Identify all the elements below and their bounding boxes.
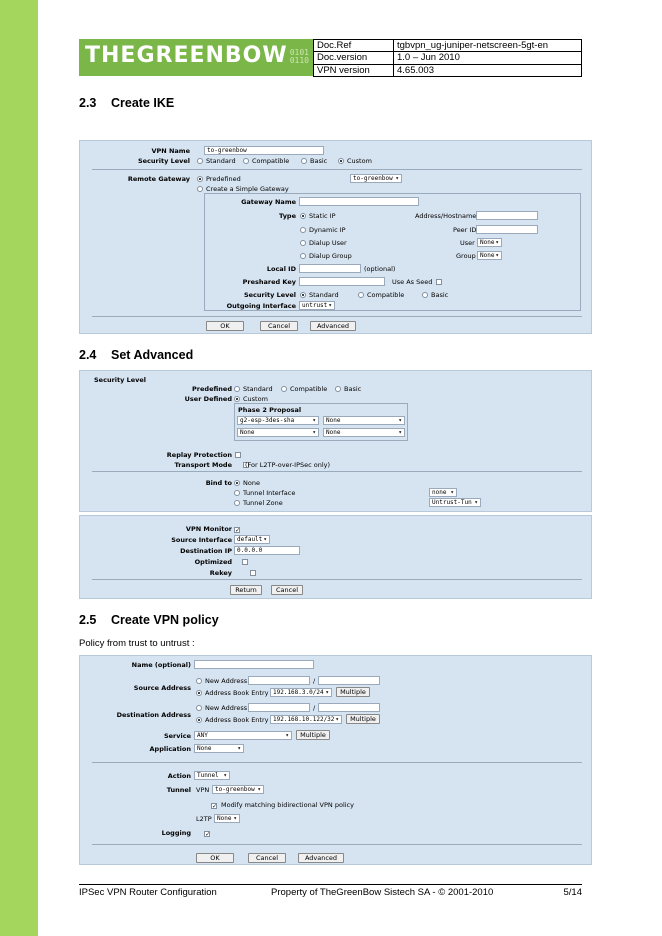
phase2-proposal-4[interactable]: None ▾ [323, 428, 405, 437]
ike-cancel-button[interactable]: Cancel [260, 321, 298, 331]
thegreenbow-logo: THEGREENBOW 0101 0110 [79, 39, 313, 76]
policy-advanced-button[interactable]: Advanced [298, 853, 344, 863]
section-heading-policy: 2.5 Create VPN policy [79, 613, 219, 627]
adv-radio-compatible[interactable]: Compatible [281, 385, 327, 393]
gateway-radio-simple[interactable]: Create a Simple Gateway [197, 185, 289, 193]
source-netmask-input[interactable] [318, 676, 380, 685]
phase2-proposal-1[interactable]: g2-esp-3des-sha ▾ [237, 416, 319, 425]
bind-radio-tunnel-zone[interactable]: Tunnel Zone [234, 499, 283, 507]
destination-ip-input[interactable]: 0.0.0.0 [234, 546, 300, 555]
policy-name-input[interactable] [194, 660, 314, 669]
policy-ok-button[interactable]: OK [196, 853, 234, 863]
source-new-address-input[interactable] [248, 676, 310, 685]
user-select[interactable]: None ▾ [477, 238, 502, 247]
policy-cancel-button[interactable]: Cancel [248, 853, 286, 863]
source-radio-new-address[interactable]: New Address [196, 677, 247, 685]
application-select[interactable]: None ▾ [194, 744, 244, 753]
optimized-checkbox[interactable] [242, 559, 248, 565]
security-radio-compatible[interactable]: Compatible [243, 157, 289, 165]
inner-security-radio-basic[interactable]: Basic [422, 291, 448, 299]
rekey-checkbox[interactable] [250, 570, 256, 576]
use-as-seed-checkbox[interactable] [436, 279, 442, 285]
tunnel-zone-select[interactable]: Untrust-Tun ▾ [429, 498, 481, 507]
left-green-bar [0, 0, 38, 936]
adv-radio-custom[interactable]: Custom [234, 395, 268, 403]
section-heading-advanced: 2.4 Set Advanced [79, 348, 194, 362]
security-radio-basic[interactable]: Basic [301, 157, 327, 165]
ike-ok-button[interactable]: OK [206, 321, 244, 331]
vpn-monitor-panel: VPN Monitor ✓ Source Interface default ▾ Destination IP 0.0.0.0 Optimized Rekey Return Cancel [79, 515, 592, 599]
modify-bidirectional-checkbox[interactable]: ✓ [212, 803, 218, 810]
page-footer [79, 884, 582, 898]
adv-radio-basic[interactable]: Basic [335, 385, 361, 393]
type-radio-dialup-user[interactable]: Dialup User [300, 239, 347, 247]
bind-radio-none[interactable]: None [234, 479, 260, 487]
service-select[interactable]: ANY ▾ [194, 731, 292, 740]
adv-radio-standard[interactable]: Standard [234, 385, 273, 393]
advanced-panel: Security Level Predefined Standard Compatible Basic User Defined Custom Phase 2 Proposal g2-esp-3des-sha ▾ None ▾ None ▾ None ▾ Replay Protection Transport Mode (For L2TP-over-IPSec only) Bind to None Tunnel Interface none ▾ Tunnel Zone Untrust-Tun ▾ [79, 370, 592, 512]
inner-security-radio-standard[interactable]: Standard [300, 291, 339, 299]
section-heading-ike: 2.3 Create IKE [79, 96, 175, 110]
inner-security-radio-compatible[interactable]: Compatible [358, 291, 404, 299]
replay-protection-checkbox[interactable] [235, 452, 241, 458]
outgoing-interface-select[interactable]: untrust ▾ [299, 301, 335, 310]
tunnel-interface-select[interactable]: none ▾ [429, 488, 457, 497]
gateway-radio-predefined[interactable]: Predefined [197, 175, 241, 183]
preshared-key-input[interactable] [299, 277, 385, 286]
phase2-proposal-3[interactable]: None ▾ [237, 428, 319, 437]
dest-radio-address-book[interactable]: Address Book Entry [196, 716, 269, 724]
service-multiple-button[interactable]: Multiple [296, 730, 330, 740]
logging-checkbox[interactable]: ✓ [205, 831, 211, 838]
security-radio-custom[interactable]: Custom [338, 157, 372, 165]
footer-center-text: Property of TheGreenBow Sistech SA - © 2001-2010 [271, 887, 494, 898]
type-radio-dynamic[interactable]: Dynamic IP [300, 226, 346, 234]
doc-meta-table: Doc.Ref tgbvpn_ug-juniper-netscreen-5gt-en Doc.version 1.0 – Jun 2010 VPN version 4.65.003 [313, 39, 582, 77]
dest-radio-new-address[interactable]: New Address [196, 704, 247, 712]
source-address-select[interactable]: 192.168.3.0/24 ▾ [270, 688, 332, 697]
security-radio-standard[interactable]: Standard [197, 157, 236, 165]
adv-cancel-button[interactable]: Cancel [271, 585, 303, 595]
vpn-monitor-checkbox[interactable]: ✓ [235, 527, 241, 534]
action-select[interactable]: Tunnel ▾ [194, 771, 230, 780]
vpn-select[interactable]: to-greenbow ▾ [212, 785, 264, 794]
ike-advanced-button[interactable]: Advanced [310, 321, 356, 331]
dest-netmask-input[interactable] [318, 703, 380, 712]
predefined-gateway-select[interactable]: to-greenbow ▾ [350, 174, 402, 183]
footer-left-text: IPSec VPN Router Configuration [79, 887, 217, 898]
address-hostname-input[interactable] [476, 211, 538, 220]
source-multiple-button[interactable]: Multiple [336, 687, 370, 697]
l2tp-select[interactable]: None ▾ [214, 814, 240, 823]
phase2-proposal-2[interactable]: None ▾ [323, 416, 405, 425]
dest-new-address-input[interactable] [248, 703, 310, 712]
dest-multiple-button[interactable]: Multiple [346, 714, 380, 724]
vpn-name-input[interactable]: to-greenbow [204, 146, 324, 155]
return-button[interactable]: Return [230, 585, 262, 595]
local-id-input[interactable] [299, 264, 361, 273]
policy-panel: Name (optional) Source Address New Address / Address Book Entry 192.168.3.0/24 ▾ Multiple Destination Address New Address / Address Book Entry 192.168.10.122/32 ▾ Multiple Service ANY ▾ Multiple Application None ▾ Action Tunnel ▾ Tunnel VPN to-greenbow ▾ ✓ Modify matching bidirectional VPN policy L2TP None ▾ Logging ✓ OK Cancel Advanced [79, 655, 592, 865]
source-interface-select[interactable]: default ▾ [234, 535, 270, 544]
peer-id-input[interactable] [476, 225, 538, 234]
document-header [79, 39, 582, 76]
footer-page-number: 5/14 [563, 887, 582, 898]
type-radio-static[interactable]: Static IP [300, 212, 336, 220]
gateway-name-input[interactable] [299, 197, 419, 206]
type-radio-dialup-group[interactable]: Dialup Group [300, 252, 352, 260]
policy-direction-text: Policy from trust to untrust : [79, 638, 195, 649]
dest-address-select[interactable]: 192.168.10.122/32 ▾ [270, 715, 342, 724]
ike-panel: VPN Name to-greenbow Security Level Standard Compatible Basic Custom Remote Gateway Predefined to-greenbow ▾ Create a Simple Gateway Gateway Name Type Static IP Dynamic IP Dialup User Dialup Group Address/Hostname Peer ID User None ▾ Group None ▾ Local ID (optional) Preshared Key Use As Seed Security Level Standard Compatible Basic Outgoing Interface untrust ▾ OK Cancel Advanced [79, 140, 592, 334]
bind-radio-tunnel-interface[interactable]: Tunnel Interface [234, 489, 295, 497]
group-select[interactable]: None ▾ [477, 251, 502, 260]
source-radio-address-book[interactable]: Address Book Entry [196, 689, 269, 697]
